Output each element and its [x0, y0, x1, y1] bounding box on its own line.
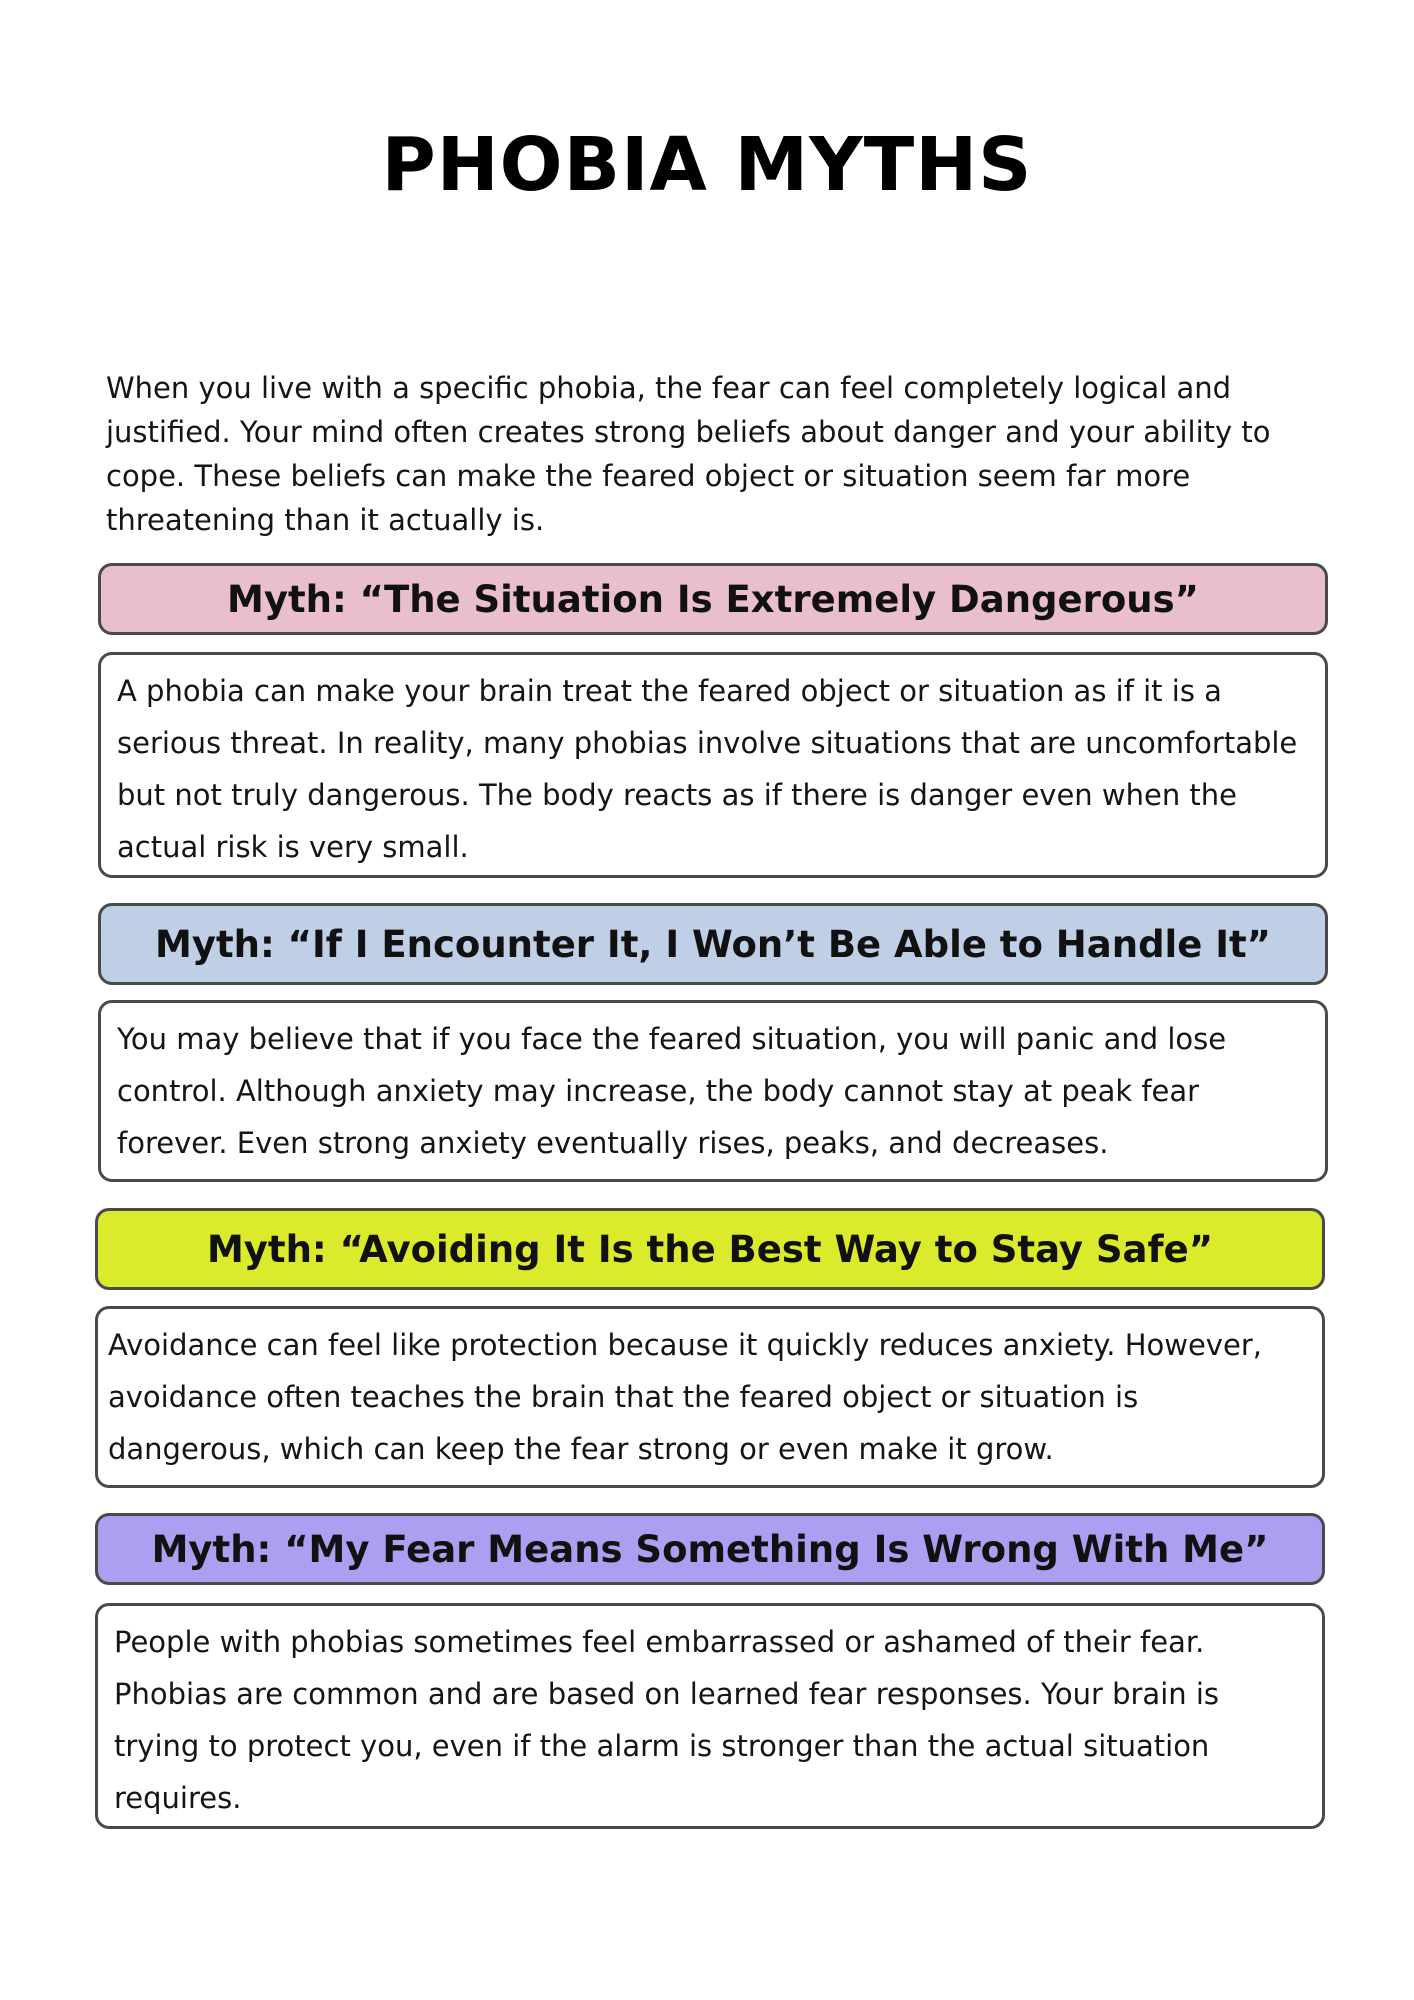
myth-1-heading: Myth: “The Situation Is Extremely Dangerous” [98, 563, 1328, 635]
myth-3-heading: Myth: “Avoiding It Is the Best Way to Stay Safe” [95, 1208, 1325, 1290]
intro-paragraph: When you live with a specific phobia, the fear can feel completely logical and justified. Your mind often creates strong beliefs about danger and your ability to cope. These beliefs can make the feared object or situation seem far more threatening than it actually is. [106, 371, 1271, 537]
page-title: PHOBIA MYTHS [381, 122, 1033, 208]
myth-1-explanation: A phobia can make your brain treat the feared object or situation as if it is a serious threat. In reality, many phobias involve situations that are uncomfortable but not truly dangerous. The body reacts as if there is danger even when the actual risk is very small. [98, 652, 1328, 878]
myth-2-heading: Myth: “If I Encounter It, I Won’t Be Able to Handle It” [98, 903, 1328, 985]
myth-2-explanation: You may believe that if you face the feared situation, you will panic and lose control. Although anxiety may increase, the body cannot stay at peak fear forever. Even strong anxiety eventually rises, peaks, and decreases. [98, 1000, 1328, 1182]
myth-3-explanation: Avoidance can feel like protection because it quickly reduces anxiety. However, avoidance often teaches the brain that the feared object or situation is dangerous, which can keep the fear strong or even make it grow. [95, 1306, 1325, 1488]
myth-4-explanation: People with phobias sometimes feel embarrassed or ashamed of their fear. Phobias are common and are based on learned fear responses. Your brain is trying to protect you, even if the alarm is stronger than the actual situation requires. [95, 1603, 1325, 1829]
myth-4-heading: Myth: “My Fear Means Something Is Wrong With Me” [95, 1513, 1325, 1585]
